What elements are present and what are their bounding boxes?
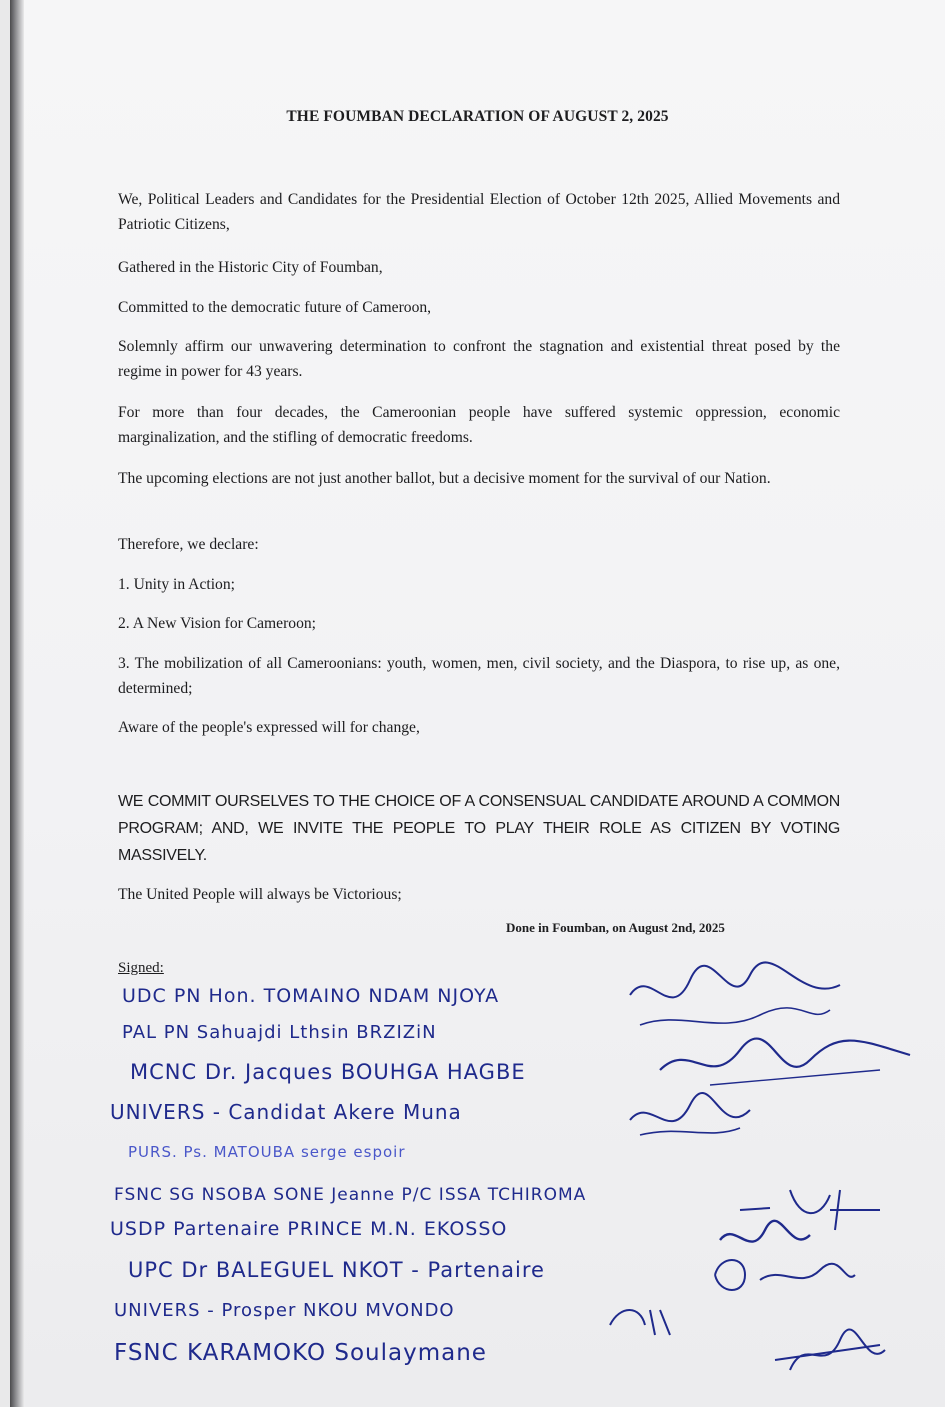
document-title: THE FOUMBAN DECLARATION OF AUGUST 2, 2025 [286,108,669,125]
paragraph: We, Political Leaders and Candidates for the Presidential Election of October 12th 2025, Allied Movements and Patriotic Citizens, [118,191,840,233]
paragraph: Solemnly affirm our unwavering determination to confront the stagnation and existential threat posed by the regime in power for 43 years. [118,338,840,380]
signed-label: Signed: [118,960,164,976]
declaration-item: 3. The mobilization of all Cameroonians: youth, women, men, civil society, and the Diaspora, to rise up, as one, determined; [118,655,840,697]
paragraph: Therefore, we declare: [118,536,259,553]
signatory-line: UDC PN Hon. TOMAINO NDAM NJOYA [122,985,500,1007]
signatory-line: USDP Partenaire PRINCE M.N. EKOSSO [110,1218,508,1240]
document-page [10,0,945,1407]
page-edge-shadow [10,0,24,1407]
signatory-line: FSNC SG NSOBA SONE Jeanne P/C ISSA TCHIROMA [114,1185,587,1205]
declaration-item: 1. Unity in Action; [118,576,235,593]
paragraph: For more than four decades, the Cameroonian people have suffered systemic oppression, economic marginalization, and the stifling of democratic freedoms. [118,404,840,446]
paragraph: The upcoming elections are not just another ballot, but a decisive moment for the survival of our Nation. [118,470,771,487]
done-in-line: Done in Foumban, on August 2nd, 2025 [506,920,725,935]
signatory-line: UNIVERS - Prosper NKOU MVONDO [114,1300,455,1321]
commitment-statement: WE COMMIT OURSELVES TO THE CHOICE OF A CONSENSUAL CANDIDATE AROUND A COMMON PROGRAM; AND, WE INVITE THE PEOPLE TO PLAY THEIR ROLE AS CITIZEN BY VOTING MASSIVELY. [118,793,840,864]
signatory-line: FSNC KARAMOKO Soulaymane [114,1340,487,1366]
paragraph: Aware of the people's expressed will for change, [118,719,420,736]
signatory-line: PAL PN Sahuajdi Lthsin BRZIZiN [122,1022,437,1043]
paragraph: Committed to the democratic future of Cameroon, [118,299,432,316]
signatory-line: UPC Dr BALEGUEL NKOT - Partenaire [128,1258,545,1282]
signature-scribble [600,1300,700,1340]
signature-scribble [770,1325,890,1380]
signatory-line: UNIVERS - Candidat Akere Muna [110,1100,462,1124]
declaration-item: 2. A New Vision for Cameroon; [118,615,317,632]
paragraph: Gathered in the Historic City of Foumban, [118,259,383,276]
signature-scribble [700,1250,860,1300]
signature-scribble [620,1090,760,1150]
signatory-line: MCNC Dr. Jacques BOUHGA HAGBE [130,1060,526,1084]
signatory-line: PURS. Ps. MATOUBA serge espoir [128,1143,406,1161]
closing-line: The United People will always be Victorious; [118,886,402,903]
